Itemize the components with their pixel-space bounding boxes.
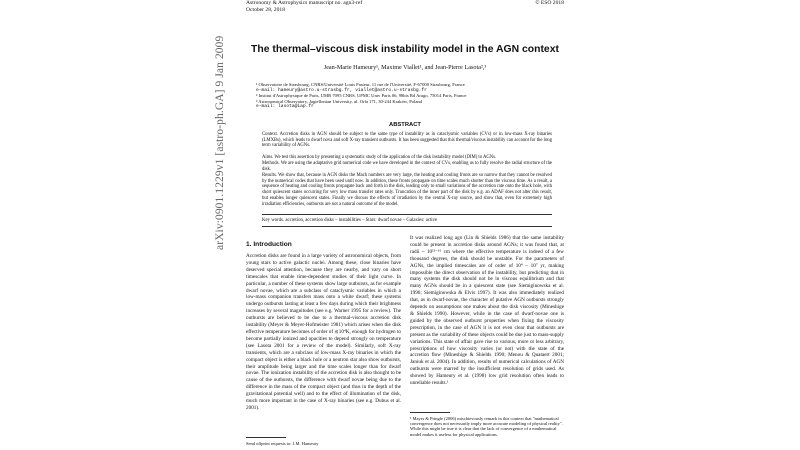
abstract-heading: ABSTRACT [389, 122, 421, 128]
paper-title: The thermal–viscous disk instability model in the AGN context [251, 44, 559, 55]
affiliation-line: ³ Astronomical Observatory, Jagiellonian University, ul. Orla 171, 30-244 Kraków, Poland [256, 98, 422, 104]
affiliation-line: ² Institut d'Astrophysique de Paris, UMR 7095 CNRS, UPMC Univ Paris 06, 98bis Bd Arago, 75014 Paris, France [256, 93, 467, 99]
email-line: e-mail: hameury@astro.u-strasbg.fr, viallet@astro.u-strasbg.fr [256, 87, 427, 93]
journal-header [246, 0, 362, 13]
affiliation-line: ¹ Observatoire de Strasbourg, CNRS/Université Louis Pasteur, 11 rue de l'Université, F-67000 Strasbourg, France [256, 82, 465, 87]
author-list: Jean-Marie Hameury¹, Maxime Viallet¹, and Jean-Pierre Lasota²,³ [323, 64, 487, 71]
abstract-results: Results. We show that, because in AGN disks the Mach numbers are very large, the heating and cooling fronts are so narrow that they cannot be resolved by the numerical codes that have been used until now. In addition, these fronts propagate on time scales much shorter than the viscous time. As a result, a sequence of heating and cooling fronts propagate back and forth in the disk, leading only to small variations of the accretion rate onto the black hole, with short quiescent states occurring for very low mass transfer rates only. Truncation of the inner part of the disk by e.g. an ADAF does not alter this result, but enables longer quiescent states. Finally we discuss the effects of irradiation by the central X-ray source, and show that, even for extremely high irradiation efficiencies, outbursts are not a natural outcome of the model. [262, 173, 552, 207]
left-footnote-rule [246, 437, 286, 438]
abstract-aims: Aims. We test this assertion by presenting a systematic study of the application of the disk instability model (DIM) to AGNs. [262, 155, 497, 160]
right-footnote-rule [410, 412, 450, 413]
right-column-text: It was realized long ago (Lin & Shields 1986) that the same instability could be present in accretion disks around AGNs; it was found that, at radii ~ 10¹³⁻¹⁶ cm where the effective temperature is indeed of a few thousand degrees, the disk should be unstable. For the parameters of AGNs, the implied timescales are of order of 10⁴ – 10⁷ yr, making impossible the direct observation of the instability, but predicting that in many systems the disk should not be in viscous equilibrium and that many AGNs should be in a quiescent state (see Siemiginowska et al. 1996; Siemiginowska & Elvis 1997). It was also immediately realized that, as in dwarf-novae, the character of putative AGN outbursts strongly depends on assumptions one makes about the disk viscosity (Mineshige & Shields 1990). However, while in the case of dwarf-novae one is guided by the observed outburst properties when fixing the viscosity prescription, in the case of AGN it is not even clear that outbursts are present as the variability of these objects could be due just to mass-supply variations. This state of affair gave rise to various, more or less arbitrary, prescriptions of how viscosity varies (or not) with the state of the accretion flow (Mineshige & Shields 1990; Menou & Quataert 2001; Janiuk et al. 2004). In addition, results of numerical calculations of AGN outbursts were marred by the insufficient resolution of grids used. As showed by Hameury et al. (1998) low grid resolution often leads to unreliable results.¹ [410, 235, 564, 387]
left-column-text: Accretion disks are found in a large variety of astronomical objects, from young stars to active galactic nuclei. Among these, close binaries have deserved special attention, because they are nearby, and vary on short timescales that enable time-dependent studies of their light curve. In particular, a number of these systems show large outbursts, as for example dwarf novae, which are a subclass of cataclysmic variables in which a low-mass companion transfers mass onto a white dwarf; these systems undergo outbursts lasting at least a few days during which their brightness increases by several magnitudes (see e.g. Warner 1995 for a review). The outbursts are believed to be due to a thermal-viscous accretion disk instability (Meyer & Meyer-Hofmeister 1981) which arises when the disk effective temperature becomes of order of ≲10⁴K, enough for hydrogen to become partially ionized and opacities to depend strongly on temperature (see Lasota 2001 for a review of the model). Similarly, soft X-ray transients, which are a subclass of low-mass X-ray binaries in which the compact object is either a black hole or a neutron star also show outbursts, their amplitude being larger and the time scales longer than for dwarf novae. The ionization instability of the accretion disk is also thought to be cause of the outbursts, the difference with dwarf novae being due to the difference in the mass of the compact object (and thus in the depth of the gravitational potential well) and to the effect of illumination of the disk, much more important in the case of X-ray binaries (see e.g. Dubus et al. 2001). [246, 253, 401, 411]
abstract-divider [262, 214, 552, 215]
offprint-note: Send offprint requests to: J.M. Hameury [246, 441, 319, 446]
abstract-methods: Methods. We are using the adaptative grid numerical code we have developed in the context of CVs, enabling us to fully resolve the radial structure of the disk. [262, 161, 552, 172]
abstract-context: Context. Accretion disks in AGN should be subject to the same type of instability as in cataclysmic variables (CVs) or in low-mass X-ray binaries (LMXBs), which leads to dwarf nova and soft X-ray transient outbursts. It has been suggested that this thermal/viscous instability can account for the long term variability of AGNs. [262, 132, 552, 149]
section-heading: 1. Introduction [246, 241, 292, 248]
arxiv-stamp: arXiv:0901.1229v1 [astro-ph.GA] 9 Jan 2009 [214, 35, 226, 250]
keywords: Key words. accretion, accretion disks – instabilities – Stars: dwarf novae – Galaxies: active [262, 218, 438, 223]
affiliations [256, 82, 466, 110]
copyright: © ESO 2018 [535, 0, 564, 6]
keywords-divider [262, 226, 552, 227]
footnote: ¹ Mayer & Pringle (2006) mischievously remark in this context that "mathematical convergence does not necessarily imply more accurate modeling of physical reality". While this might be true it is clear that the lack of convergence of a mathematical model makes it useless for physical applications. [410, 416, 563, 437]
manuscript-date: October 28, 2018 [246, 6, 285, 13]
journal-name: Astronomy & Astrophysics manuscript no. agn3-ref [246, 0, 363, 6]
email-line: e-mail: lasota@iap.fr [256, 104, 314, 110]
paper-page [232, 0, 578, 450]
